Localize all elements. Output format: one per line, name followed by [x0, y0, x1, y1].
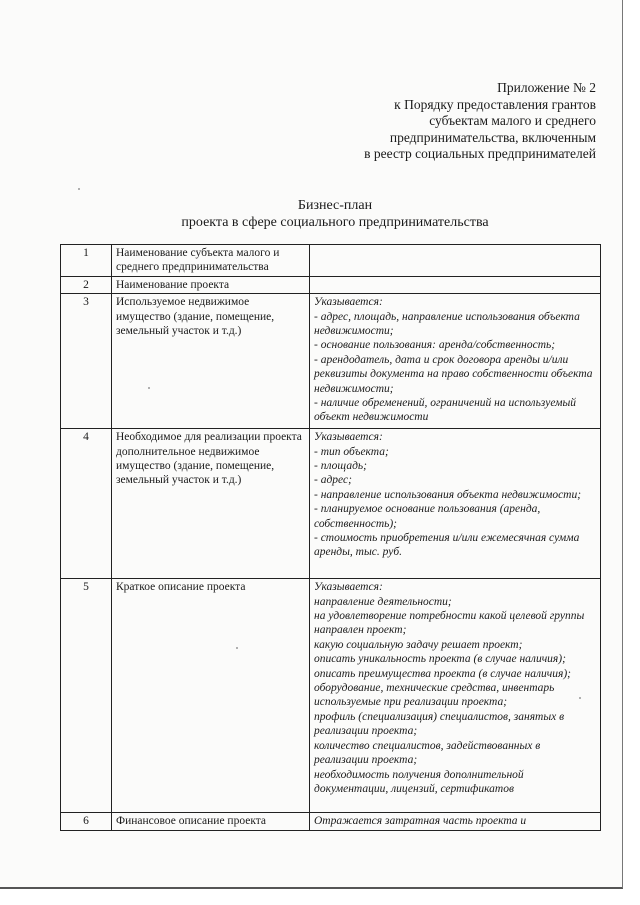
description-line: - площадь; — [314, 460, 367, 473]
row-description — [310, 245, 601, 277]
row-description — [310, 579, 601, 813]
description-line: - основание пользования: аренда/собственность; — [314, 339, 556, 352]
scan-speck — [236, 647, 238, 649]
appendix-line: Приложение № 2 — [497, 80, 596, 95]
appendix-line: в реестр социальных предпринимателей — [364, 146, 596, 161]
business-plan-table — [60, 244, 601, 831]
row-number: 3 — [61, 294, 112, 429]
description-line: - направление использования объекта недвижимости; — [314, 488, 582, 501]
description-line: описать преимущества проекта (в случае наличия); — [314, 667, 571, 680]
description-line: Указывается: — [314, 296, 383, 309]
description-line: количество специалистов, задействованных в реализации проекта; — [314, 739, 541, 767]
description-line: Указывается: — [314, 581, 383, 594]
row-name: Наименование проекта — [112, 276, 310, 293]
appendix-line: субъектам малого и среднего — [429, 113, 596, 128]
row-number: 6 — [61, 813, 112, 830]
row-name: Необходимое для реализации проекта дополнительное недвижимое имущество (здание, помещение, земельный участок и т.д.) — [112, 429, 310, 579]
title-line: Бизнес-план — [297, 198, 373, 213]
description-line: - адрес, площадь, направление использования объекта недвижимости; — [314, 310, 580, 338]
row-number: 4 — [61, 429, 112, 579]
appendix-header — [296, 80, 596, 163]
scan-speck — [148, 387, 150, 389]
description-line: - адрес; — [314, 474, 352, 487]
description-line: Указывается: — [314, 431, 383, 444]
row-description — [310, 276, 601, 293]
description-line: на удовлетворение потребности какой целевой группы направлен проект; — [314, 610, 585, 637]
description-line: оборудование, технические средства, инвентарь используемые при реализации проекта; — [314, 682, 555, 709]
description-line: - наличие обременений, ограничений на используемый объект недвижимости — [314, 397, 577, 424]
appendix-line: к Порядку предоставления грантов — [394, 96, 596, 112]
description-line: - планируемое основание пользования (аренда, собственность); — [314, 503, 541, 530]
description-line: профиль (специализация) специалистов, занятых в реализации проекта; — [314, 710, 565, 738]
table-row — [61, 579, 601, 813]
row-name: Используемое недвижимое имущество (здание, помещение, земельный участок и т.д.) — [112, 294, 310, 429]
scan-speck — [78, 188, 80, 190]
description-line: - арендодатель, дата и срок договора аренды и/или реквизиты документа на право собственности объекта недвижимости; — [314, 353, 593, 395]
description-line: описать уникальность проекта (в случае наличия); — [314, 653, 566, 666]
table-row — [61, 294, 601, 429]
description-line: - стоимость приобретения и/или ежемесячная сумма аренды, тыс. руб. — [314, 532, 580, 559]
description-line: какую социальную задачу решает проект; — [314, 638, 523, 651]
table-row — [61, 245, 601, 277]
title-subline: проекта в сфере социального предпринимательства — [181, 215, 489, 230]
scan-speck — [579, 697, 581, 699]
row-number: 5 — [61, 579, 112, 813]
table-row — [61, 813, 601, 830]
row-description — [310, 813, 601, 830]
row-name: Краткое описание проекта — [112, 579, 310, 813]
table-row — [61, 429, 601, 579]
description-line: Отражается затратная часть проекта и — [314, 815, 527, 828]
description-line: направление деятельности; — [314, 595, 452, 608]
description-line: необходимость получения дополнительной документации, лицензий, сертификатов — [314, 768, 524, 795]
appendix-line: предпринимательства, включенным — [389, 129, 596, 145]
document-title — [60, 197, 610, 231]
row-name: Финансовое описание проекта — [112, 813, 310, 830]
row-description — [310, 429, 601, 579]
row-name: Наименование субъекта малого и среднего предпринимательства — [112, 245, 310, 277]
row-number: 1 — [61, 245, 112, 277]
row-description — [310, 294, 601, 429]
row-number: 2 — [61, 276, 112, 293]
table-row — [61, 276, 601, 293]
description-line: - тип объекта; — [314, 445, 389, 458]
